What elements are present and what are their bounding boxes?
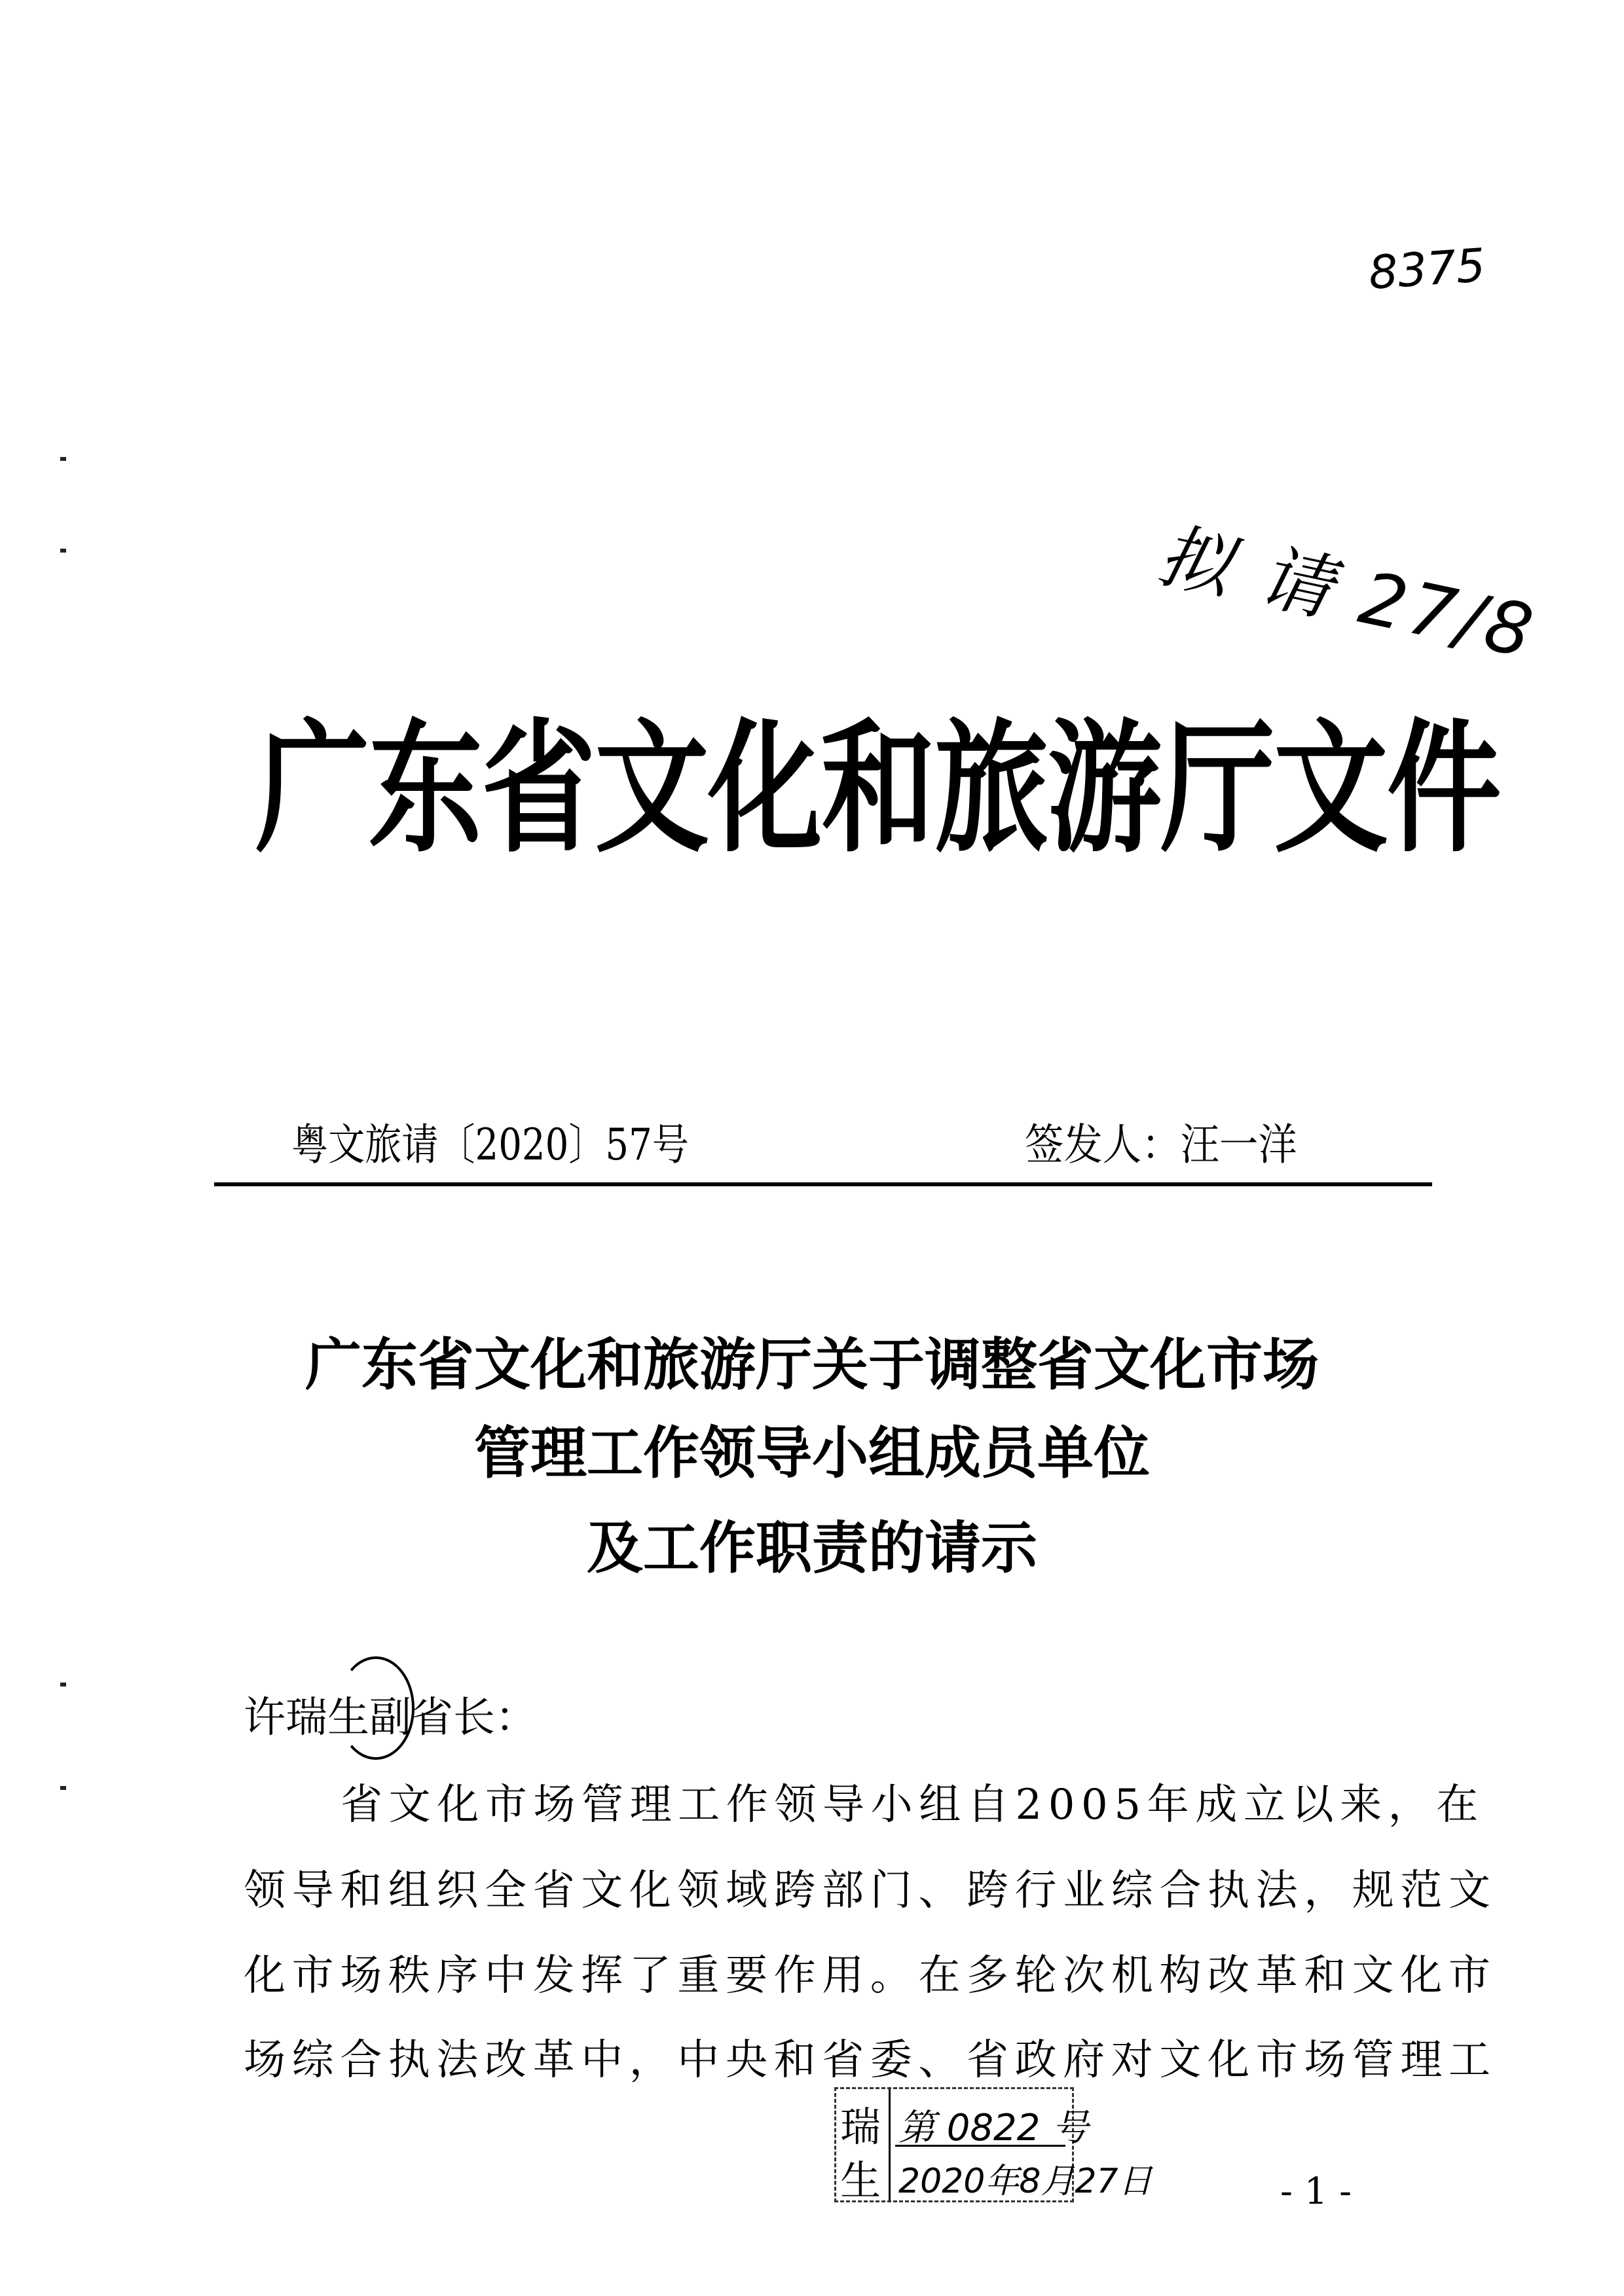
handwritten-circle-mark [337,1656,415,1760]
header-divider [214,1182,1432,1186]
body-line: 化市场秩序中发挥了重要作用。在多轮次机构改革和文化市 [244,1952,1497,2000]
subject-title-line-1: 广东省文化和旅游厅关于调整省文化市场 [305,1332,1319,1398]
body-line: 领导和组织全省文化领域跨部门、跨行业综合执法，规范文 [244,1867,1497,1915]
stamp-number: 第 0822 号 [898,2107,1089,2149]
handwritten-reference-number: 8375 [1367,238,1487,301]
scan-speck [60,457,66,461]
subject-title-line-2: 管理工作领导小组成员单位 [474,1420,1150,1486]
scan-speck [60,1786,66,1790]
handwritten-signature-annotation: 拟 请 27/8 [1151,513,1544,675]
stamp-name-top: 瑞 [840,2103,881,2151]
page-number: - 1 - [1280,2170,1352,2213]
subject-title-line-3: 及工作职责的请示 [587,1515,1037,1581]
issuer: 签发人：汪一洋 [1025,1120,1297,1170]
stamp-divider [889,2089,891,2200]
scan-speck [60,1683,66,1686]
scan-speck [60,549,66,553]
salutation: 许瑞生副省长： [244,1694,537,1742]
stamp-date: 2020年8月27日 [898,2162,1153,2201]
document-number: 粤文旅请〔2020〕57号 [291,1120,689,1170]
receipt-stamp [834,2087,1153,2204]
document-header-title: 广东省文化和旅游厅文件 [255,706,1500,872]
body-line: 省文化市场管理工作领导小组自2005年成立以来，在 [341,1781,1485,1829]
body-line: 场综合执法改革中，中央和省委、省政府对文化市场管理工 [244,2036,1497,2085]
stamp-name-bottom: 生 [840,2157,881,2204]
